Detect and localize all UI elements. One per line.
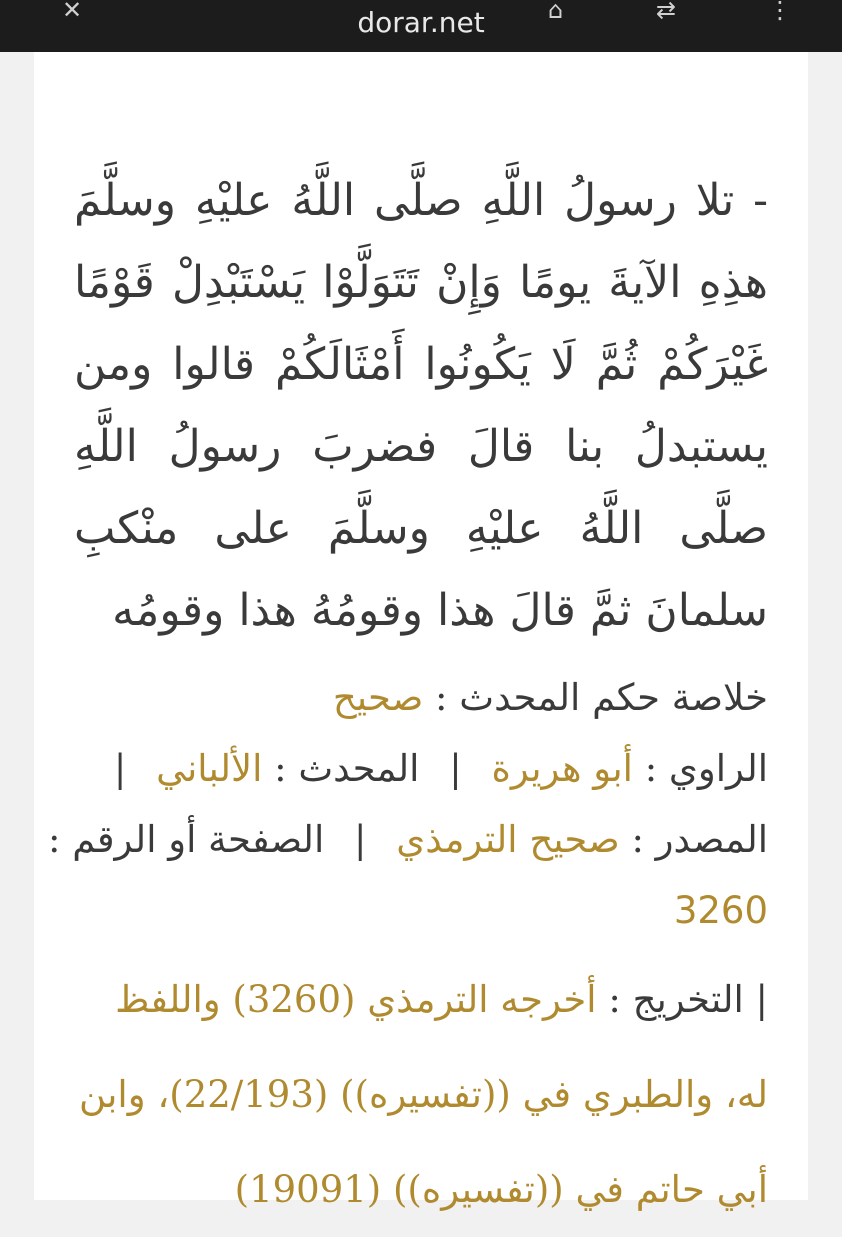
- takhrij-text: أخرجه الترمذي (3260) واللفظ له، والطبري في ((تفسيره)) (22/193)، وابن أبي حاتم في ((تفسيره)) (19091): [78, 978, 768, 1211]
- narrator-label: الراوي :: [644, 747, 768, 790]
- url-bar[interactable]: dorar.net: [357, 6, 485, 39]
- page-value: 3260: [673, 889, 768, 932]
- muhaddith-label: المحدث :: [274, 747, 420, 790]
- hadith-meta: [47, 662, 768, 946]
- translate-icon[interactable]: ⇄: [656, 0, 677, 24]
- separator: |: [354, 818, 367, 861]
- menu-icon[interactable]: ⋮: [768, 0, 792, 24]
- page-number-line: [74, 875, 768, 946]
- separator: |: [449, 747, 462, 790]
- browser-toolbar: [0, 0, 842, 52]
- narrator-value[interactable]: أبو هريرة: [491, 747, 633, 790]
- page-label: الصفحة أو الرقم :: [47, 818, 325, 861]
- verdict-label: خلاصة حكم المحدث :: [435, 676, 768, 719]
- hadith-card: [47, 160, 768, 1237]
- hadith-text: - تلا رسولُ اللَّهِ صلَّى اللَّهُ عليْهِ وسلَّمَ هذِهِ الآيةَ يومًا وَإِنْ تَتَوَلَّوْا يَسْتَبْدِلْ قَوْمًا غَيْرَكُمْ ثُمَّ لَا يَكُونُوا أَمْثَالَكُمْ قالوا ومن يستبدلُ بنا قالَ فضربَ رسولُ اللَّهِ صلَّى اللَّهُ عليْهِ وسلَّمَ على منْكبِ سلمانَ ثمَّ قالَ هذا وقومُهُ هذا وقومُه: [74, 175, 768, 636]
- page-content: [34, 52, 808, 1211]
- source-value[interactable]: صحيح الترمذي: [396, 818, 620, 861]
- close-icon[interactable]: ✕: [62, 0, 83, 24]
- source-line: [47, 804, 768, 875]
- takhrij-label: | التخريج :: [608, 978, 768, 1021]
- muhaddith-value[interactable]: الألباني: [156, 747, 263, 790]
- separator: |: [113, 747, 127, 790]
- takhrij: [74, 952, 768, 1237]
- verdict-line: [74, 662, 768, 733]
- source-label: المصدر :: [631, 818, 768, 861]
- narrator-line: [74, 733, 768, 804]
- verdict-value[interactable]: صحيح: [332, 676, 424, 719]
- bookmark-icon[interactable]: ⌂: [548, 0, 564, 24]
